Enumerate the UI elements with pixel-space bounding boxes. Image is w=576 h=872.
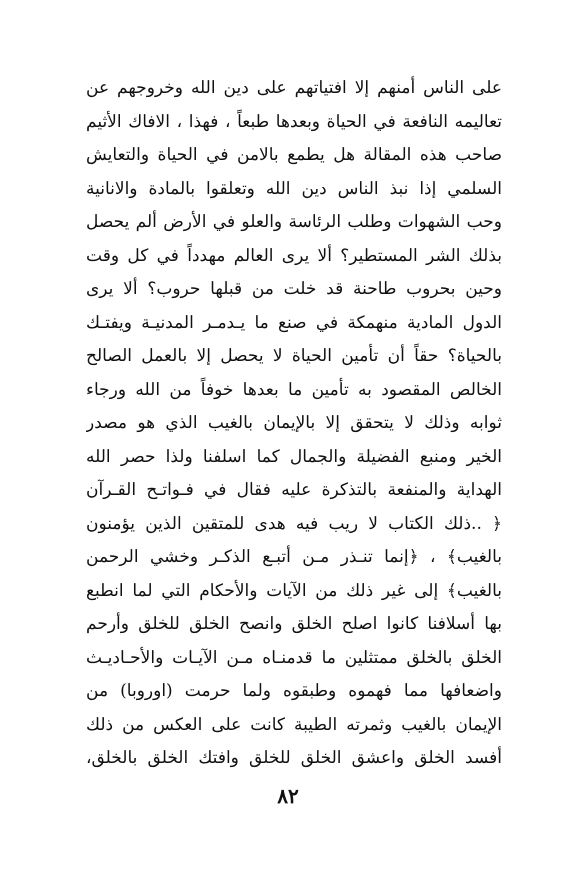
text-line: ثوابه وذلك لا يتحقق إلا بالإيمان بالغيب الذي هو مصدر (86, 413, 502, 433)
text-line: الخير ومنبع الفضيلة والجمال كما اسلفنا ولذا حصر الله (86, 446, 502, 467)
text-line: تعاليمه النافعة في الحياة وبعدها طبعاً ، فهذا ، الافاك الأثيم (86, 111, 502, 132)
text-line: بالغيب﴾ ، ﴿إنما تنـذر مـن أتبـع الذكـر وخشي الرحمن (86, 547, 502, 567)
text-line: الدول المادية منهمكة في صنع ما يـدمـر المدنيـة ويفتـك (86, 312, 502, 333)
text-line: السلمي إذا نبذ الناس دين الله وتعلقوا بالمادة والانانية (86, 178, 502, 199)
body-text (86, 72, 502, 776)
text-line: وحب الشهوات وطلب الرئاسة والعلو في الأرض ألم يحصل (86, 212, 502, 232)
text-line: بالحياة؟ حقاً أن تأمين الحياة لا يحصل إلا بالعمل الصالح (86, 346, 502, 366)
page-number: ٨٢ (277, 784, 299, 808)
text-line: الخالص المقصود به تأمين ما بعدها خوفاً من الله ورجاء (86, 379, 502, 400)
text-line: الخلق بالخلق ممتثلين ما قدمنـاه مـن الآيـات والأحـاديـث (86, 647, 502, 668)
text-line: صاحب هذه المقالة هل يطمع بالامن في الحياة والتعايش (86, 145, 502, 165)
text-line: الإيمان بالغيب وثمرته الطيبة كانت على العكس من ذلك (86, 714, 502, 735)
text-line: الهداية والمنفعة بالتذكرة عليه فقال في فـواتـح القـرآن (86, 480, 502, 500)
text-line: ﴿ ..ذلك الكتاب لا ريب فيه هدى للمتقين الذين يؤمنون (86, 513, 502, 534)
text-line: على الناس أمنهم إلا افتياتهم على دين الله وخروجهم عن (86, 78, 502, 98)
text-line: بذلك الشر المستطير؟ ألا يرى العالم مهدداً في كل وقت (86, 245, 502, 266)
text-line: واضعافها مما فهموه وطبقوه ولما حرمت (اوروبا) من (86, 681, 502, 701)
text-line: وحين بحروب طاحنة قد خلت من قبلها حروب؟ ألا يرى (86, 279, 502, 299)
text-line: بها أسلافنا كانوا اصلح الخلق وانصح الخلق للخلق وأرحم (86, 614, 502, 634)
text-line: بالغيب﴾ إلى غير ذلك من الآيات والأحكام التي لما انطبع (86, 580, 502, 601)
text-line: أفسد الخلق واعشق الخلق للخلق وافتك الخلق بالخلق، (86, 748, 502, 768)
